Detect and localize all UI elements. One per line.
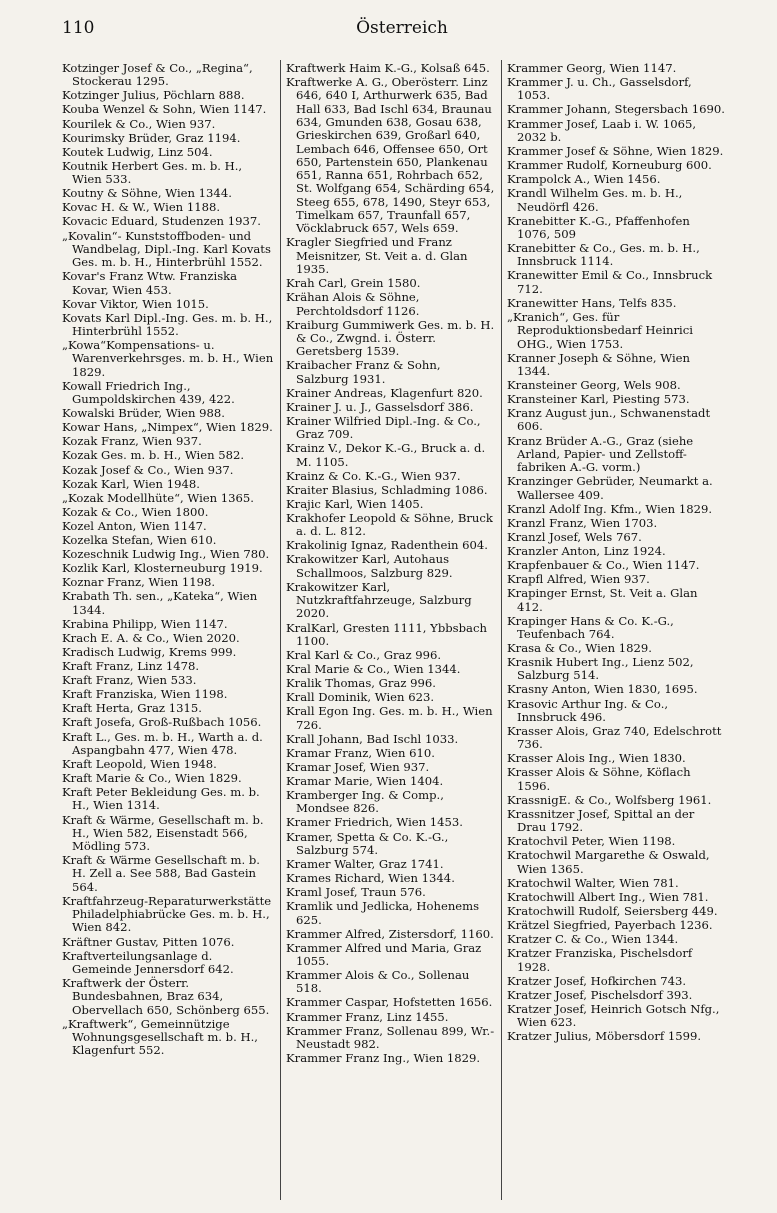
directory-entry: Kraftverteilungsanlage d. Gemeinde Jennersdorf 642. — [62, 948, 234, 976]
directory-entry: Kozak Ges. m. b. H., Wien 582. — [62, 448, 245, 463]
directory-entry: Kral Marie & Co., Wien 1344. — [286, 662, 461, 676]
directory-entry: KrassnigE. & Co., Wolfsberg 1961. — [507, 792, 712, 807]
directory-entry: Kranzl Adolf Ing. Kfm., Wien 1829. — [507, 501, 713, 516]
directory-entry: Krassnitzer Josef, Spittal an der Drau 1792. — [507, 806, 695, 835]
directory-entry: Kraft Leopold, Wien 1948. — [62, 756, 217, 771]
directory-entry: Krammer Franz Ing., Wien 1829. — [286, 1051, 481, 1066]
directory-entry: Kratochwil Margarethe & Oswald, Wien 1365. — [507, 848, 710, 876]
directory-entry: Kransteiner Georg, Wels 908. — [507, 377, 681, 392]
directory-entry: Koznar Franz, Wien 1198. — [62, 575, 216, 590]
directory-entry: Kralik Thomas, Graz 996. — [286, 676, 436, 691]
directory-entry: Kraft & Wärme, Gesellschaft m. b. H., Wien 582, Eisenstadt 566, Mödling 573. — [62, 812, 264, 854]
directory-entry: Kourimsky Brüder, Graz 1194. — [62, 130, 241, 145]
directory-entry: Krasser Alois, Graz 740, Edelschrott 736. — [507, 723, 722, 752]
directory-entry: Kral Karl & Co., Graz 996. — [286, 647, 442, 662]
directory-entry: Kranner Joseph & Söhne, Wien 1344. — [507, 350, 690, 378]
directory-entry: Kranzl Josef, Wels 767. — [507, 529, 642, 544]
column-left — [62, 62, 274, 1202]
directory-entry: Kranz August jun., Schwanenstadt 606. — [507, 406, 711, 434]
directory-entry: Krapinger Ernst, St. Veit a. Glan 412. — [507, 586, 698, 614]
directory-entry: Kraftwerk der Österr. Bundesbahnen, Braz 634, Obervellach 650, Schönberg 655. — [62, 976, 270, 1017]
directory-entry: Kouba Wenzel & Sohn, Wien 1147. — [62, 102, 267, 117]
directory-entry: Kozak & Co., Wien 1800. — [62, 504, 209, 519]
directory-entry: Kranewitter Emil & Co., Innsbruck 712. — [507, 268, 713, 296]
directory-entry: Kraiburg Gummiwerk Ges. m. b. H. & Co., Zwgnd. i. Österr. Geretsberg 1539. — [286, 317, 495, 359]
directory-entry: Kranzinger Gebrüder, Neumarkt a. Wallersee 409. — [507, 474, 713, 502]
directory-entry: Kranebitter & Co., Ges. m. b. H., Innsbruck 1114. — [507, 241, 700, 269]
directory-entry: Krähan Alois & Söhne, Perchtoldsdorf 1126. — [286, 290, 420, 318]
directory-entry: Koutnik Herbert Ges. m. b. H., Wien 533. — [62, 158, 243, 187]
directory-entry: Kratzer Julius, Möbersdorf 1599. — [507, 1029, 702, 1044]
directory-entry: Kranebitter K.-G., Pfaffenhofen 1076, 509 — [507, 213, 690, 241]
directory-entry: Krakolinig Ignaz, Radenthein 604. — [286, 538, 488, 553]
directory-entry: Kovac H. & W., Wien 1188. — [62, 200, 221, 215]
directory-entry: Kraml Josef, Traun 576. — [286, 885, 426, 900]
directory-entry: Kozlik Karl, Klosterneuburg 1919. — [62, 561, 263, 576]
directory-entry: Krapinger Hans & Co. K.-G., Teufenbach 764. — [507, 613, 674, 641]
directory-entry: Kraftfahrzeug-Reparaturwerkstätte Philadelphiabrücke Ges. m. b. H., Wien 842. — [62, 893, 272, 935]
directory-entry: KralKarl, Gresten 1111, Ybbsbach 1100. — [286, 620, 487, 648]
directory-entry: Kranewitter Hans, Telfs 835. — [507, 295, 677, 310]
column-middle — [286, 62, 496, 1202]
directory-entry: Kranz Brüder A.-G., Graz (siehe Arland, Papier- und Zellstoff-fabriken A.-G. vorm.) — [507, 433, 694, 475]
directory-entry: „Kovalin“- Kunststoffboden- und Wandbelag, Dipl.-Ing. Karl Kovats Ges. m. b. H., Hinterbrühl 1552. — [62, 228, 271, 270]
directory-entry: Kratzer Josef, Pischelsdorf 393. — [507, 987, 693, 1002]
column-divider — [280, 60, 281, 1200]
directory-entry: Krall Dominik, Wien 623. — [286, 690, 435, 705]
directory-entry: Krasny Anton, Wien 1830, 1695. — [507, 682, 698, 697]
directory-entry: Kozak Josef & Co., Wien 937. — [62, 462, 234, 477]
directory-entry: Kotzinger Julius, Pöchlarn 888. — [62, 88, 245, 103]
directory-entry: Kraft Herta, Graz 1315. — [62, 701, 202, 716]
column-divider — [501, 60, 502, 1200]
directory-entry: Krapfenbauer & Co., Wien 1147. — [507, 558, 700, 573]
directory-entry: Krainer Wilfried Dipl.-Ing. & Co., Graz 709. — [286, 413, 481, 442]
directory-entry: Kraibacher Franz & Sohn, Salzburg 1931. — [286, 358, 441, 386]
directory-entry: Kragler Siegfried und Franz Meisnitzer, St. Veit a. d. Glan 1935. — [286, 235, 468, 277]
directory-entry: Kratzer Josef, Hofkirchen 743. — [507, 973, 687, 988]
directory-entry: Kovar's Franz Wtw. Franziska Kovar, Wien 453. — [62, 269, 238, 297]
directory-entry: Kozelka Stefan, Wien 610. — [62, 533, 217, 548]
directory-entry: Kovats Karl Dipl.-Ing. Ges. m. b. H., Hinterbrühl 1552. — [62, 310, 273, 338]
directory-entry: Kräftner Gustav, Pitten 1076. — [62, 934, 235, 949]
directory-entry: Kraft Franziska, Wien 1198. — [62, 687, 228, 702]
directory-entry: Kraft Franz, Linz 1478. — [62, 659, 200, 674]
directory-entry: Kraft Josefa, Groß-Rußbach 1056. — [62, 715, 262, 730]
directory-entry: Krames Richard, Wien 1344. — [286, 871, 455, 886]
directory-entry: Kranzl Franz, Wien 1703. — [507, 515, 658, 530]
directory-entry: Koutny & Söhne, Wien 1344. — [62, 186, 232, 201]
directory-entry: Krainz V., Dekor K.-G., Bruck a. d. M. 1105. — [286, 441, 486, 469]
directory-entry: Krasser Alois & Söhne, Köflach 1596. — [507, 765, 691, 793]
directory-entry: Koutek Ludwig, Linz 504. — [62, 144, 213, 159]
directory-entry: Kowar Hans, „Nimpex“, Wien 1829. — [62, 420, 273, 435]
directory-entry: Krakowitzer Karl, Autohaus Schallmoos, Salzburg 829. — [286, 552, 453, 580]
directory-entry: „Kranich“, Ges. für Reproduktionsbedarf Heinrici OHG., Wien 1753. — [507, 309, 693, 351]
directory-entry: Kramar Franz, Wien 610. — [286, 745, 435, 760]
directory-entry: Kraftwerke A. G., Oberösterr. Linz 646, 640 I, Arthurwerk 635, Bad Hall 633, Bad Ischl 634, Braunau 634, Gmunden 638, Gosau 638, Grieskirchen 639, Großarl 640, Lembach 646, Offensee 650, Ort 650, Partenstein 650, Plankenau 651, Ranna 651, Rohrbach 652, St. Wolfgang 654, Schärding 654, Steeg 655, 678, 1490, Steyr 653, Timelkam 657, Traunfall 657, Vöcklabruck 657, Wels 659. — [286, 75, 495, 236]
directory-entry: Krainz & Co. K.-G., Wien 937. — [286, 468, 461, 483]
page-number: 110 — [62, 18, 95, 38]
directory-entry: Krammer Alois & Co., Sollenau 518. — [286, 968, 470, 996]
directory-entry: Kozel Anton, Wien 1147. — [62, 518, 207, 533]
directory-entry: Kramer, Spetta & Co. K.-G., Salzburg 574. — [286, 829, 449, 857]
directory-entry: Kratochwill Rudolf, Seiersberg 449. — [507, 903, 718, 918]
directory-entry: Krandl Wilhelm Ges. m. b. H., Neudörfl 426. — [507, 186, 683, 214]
directory-entry: Krasnik Hubert Ing., Lienz 502, Salzburg 514. — [507, 655, 694, 683]
directory-entry: Krammer Franz, Linz 1455. — [286, 1009, 449, 1024]
column-right — [507, 62, 725, 1202]
running-title: Österreich — [356, 18, 448, 38]
directory-entry: Krätzel Siegfried, Payerbach 1236. — [507, 918, 713, 933]
directory-entry: Krakhofer Leopold & Söhne, Bruck a. d. L. 812. — [286, 510, 493, 539]
directory-entry: „Kozak Modellhüte“, Wien 1365. — [62, 490, 254, 505]
directory-entry: Kozeschnik Ludwig Ing., Wien 780. — [62, 547, 270, 562]
directory-entry: Kovar Viktor, Wien 1015. — [62, 296, 209, 311]
directory-entry: Krammer Georg, Wien 1147. — [507, 62, 677, 75]
directory-entry: Krainer Andreas, Klagenfurt 820. — [286, 385, 483, 400]
directory-entry: Krammer Alfred, Zistersdorf, 1160. — [286, 926, 494, 941]
directory-entry: Krammer Franz, Sollenau 899, Wr.-Neustadt 982. — [286, 1023, 495, 1051]
directory-entry: Kradisch Ludwig, Krems 999. — [62, 644, 237, 659]
directory-entry: Krampolck A., Wien 1456. — [507, 172, 661, 187]
directory-entry: Kozak Franz, Wien 937. — [62, 434, 202, 449]
directory-entry: Kramar Marie, Wien 1404. — [286, 773, 444, 788]
directory-entry: Kramer Friedrich, Wien 1453. — [286, 815, 463, 830]
directory-entry: Krabina Philipp, Wien 1147. — [62, 616, 228, 631]
directory-entry: Krasser Alois Ing., Wien 1830. — [507, 751, 686, 766]
directory-entry: Kraft L., Ges. m. b. H., Warth a. d. Aspangbahn 477, Wien 478. — [62, 729, 263, 757]
directory-entry: Kraft & Wärme Gesellschaft m. b. H. Zell a. See 588, Bad Gastein 564. — [62, 853, 260, 894]
directory-entry: Krammer J. u. Ch., Gasselsdorf, 1053. — [507, 75, 692, 103]
directory-entry: Kramberger Ing. & Comp., Mondsee 826. — [286, 788, 444, 816]
directory-entry: Krajic Karl, Wien 1405. — [286, 496, 424, 511]
directory-entry: Kozak Karl, Wien 1948. — [62, 476, 200, 491]
directory-entry: Krasovic Arthur Ing. & Co., Innsbruck 496. — [507, 696, 669, 724]
directory-entry: Kraftwerk Haim K.-G., Kolsaß 645. — [286, 62, 490, 75]
directory-entry: Krasa & Co., Wien 1829. — [507, 640, 652, 655]
directory-entry: Krall Johann, Bad Ischl 1033. — [286, 731, 459, 746]
directory-entry: Kowall Friedrich Ing., Gumpoldskirchen 439, 422. — [62, 378, 235, 407]
directory-entry: Kraft Franz, Wien 533. — [62, 673, 197, 688]
directory-entry: Krall Egon Ing. Ges. m. b. H., Wien 726. — [286, 704, 493, 732]
directory-entry: Kratzer C. & Co., Wien 1344. — [507, 932, 679, 947]
directory-entry: Kratochwil Walter, Wien 781. — [507, 875, 679, 890]
directory-entry: Kraft Marie & Co., Wien 1829. — [62, 771, 242, 786]
directory-entry: Krammer Rudolf, Korneuburg 600. — [507, 158, 712, 173]
directory-entry: Kratzer Josef, Heinrich Gotsch Nfg., Wien 623. — [507, 1001, 720, 1030]
directory-entry: Kratochwill Albert Ing., Wien 781. — [507, 889, 709, 904]
directory-entry: Krach E. A. & Co., Wien 2020. — [62, 630, 240, 645]
directory-entry: Kramlik und Jedlicka, Hohenems 625. — [286, 899, 480, 927]
directory-entry: Krainer J. u. J., Gasselsdorf 386. — [286, 399, 474, 414]
directory-entry: „Kowa“Kompensations- u. Warenverkehrsges. m. b. H., Wien 1829. — [62, 338, 274, 379]
directory-entry: „Kraftwerk“, Gemeinnützige Wohnungsgesellschaft m. b. H., Klagenfurt 552. — [62, 1016, 258, 1058]
page-header — [62, 18, 742, 42]
directory-entry: Kratochvil Peter, Wien 1198. — [507, 834, 676, 849]
directory-entry: Kramer Walter, Graz 1741. — [286, 856, 444, 871]
directory-entry: Kransteiner Karl, Piesting 573. — [507, 392, 690, 407]
directory-entry: Krammer Josef & Söhne, Wien 1829. — [507, 143, 724, 158]
directory-entry: Kranzler Anton, Linz 1924. — [507, 543, 666, 558]
directory-entry: Kramar Josef, Wien 937. — [286, 759, 430, 774]
directory-entry: Krammer Alfred und Maria, Graz 1055. — [286, 940, 482, 968]
directory-entry: Krah Carl, Grein 1580. — [286, 276, 421, 291]
directory-entry: Kraiter Blasius, Schladming 1086. — [286, 482, 488, 497]
directory-entry: Kotzinger Josef & Co., „Regina“, Stockerau 1295. — [62, 62, 253, 89]
directory-entry: Krammer Caspar, Hofstetten 1656. — [286, 995, 493, 1010]
directory-entry: Krabath Th. sen., „Kateka“, Wien 1344. — [62, 589, 258, 617]
directory-entry: Kourilek & Co., Wien 937. — [62, 116, 216, 131]
directory-entry: Krammer Josef, Laab i. W. 1065, 2032 b. — [507, 116, 697, 144]
directory-entry: Kovacic Eduard, Studenzen 1937. — [62, 214, 261, 229]
directory-entry: Krammer Johann, Stegersbach 1690. — [507, 102, 725, 117]
directory-entry: Krakowitzer Karl, Nutzkraftfahrzeuge, Salzburg 2020. — [286, 579, 472, 621]
directory-entry: Kowalski Brüder, Wien 988. — [62, 406, 225, 421]
directory-entry: Krapfl Alfred, Wien 937. — [507, 572, 650, 587]
directory-entry: Kratzer Franziska, Pischelsdorf 1928. — [507, 946, 693, 974]
directory-entry: Kraft Peter Bekleidung Ges. m. b. H., Wien 1314. — [62, 785, 260, 813]
